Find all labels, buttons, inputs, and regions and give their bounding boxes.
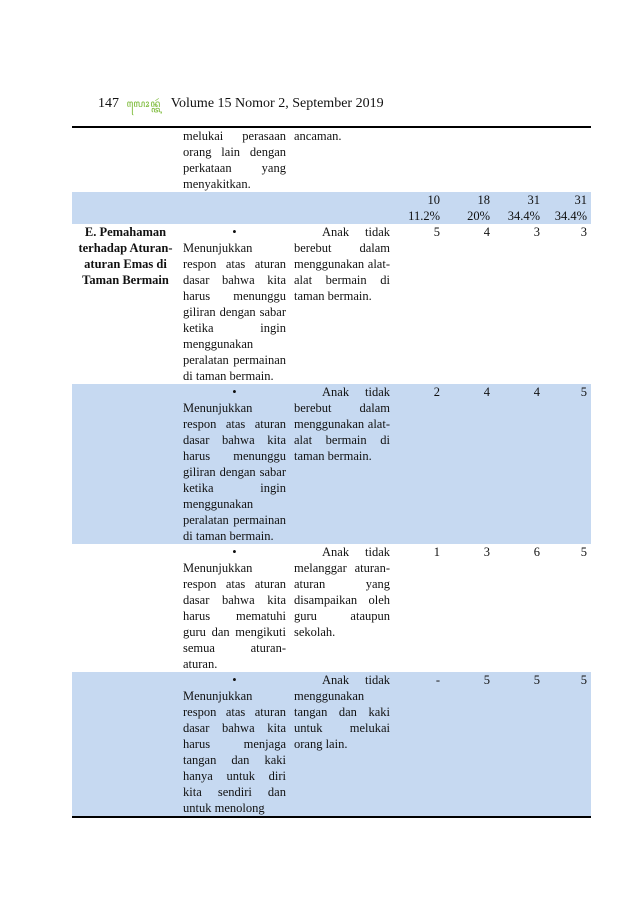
score-cell: 6 <box>533 545 540 559</box>
table-row <box>72 544 591 672</box>
description-cell: Anak tidak melanggar aturan-aturan yang disampaikan oleh guru ataupun sekolah. <box>294 545 390 639</box>
score-cell: 5 <box>433 225 440 239</box>
description-cell: Anak tidak berebut dalam menggunakan alat-alat bermain di taman bermain. <box>290 384 394 544</box>
score-cell: 5 <box>494 672 544 817</box>
indicator-cell: melukai perasaan orang lain dengan perkataan yang menyakitkan. <box>183 129 286 191</box>
table-row <box>72 224 591 384</box>
summary-cell-4: 31 34.4% <box>544 192 591 224</box>
score-cell: 4 <box>444 384 494 544</box>
score-cell: - <box>394 672 444 817</box>
description-cell: Anak tidak menggunakan tangan dan kaki untuk melukai orang lain. <box>290 672 394 817</box>
journal-logo: ꦭꦺꦴꦤ꧀ꦠꦂ <box>126 99 162 110</box>
indicator-cell: • Menunjukkan respon atas aturan dasar bahwa kita harus menunggu giliran dengan sabar ketika ingin menggunakan peralatan permainan di taman bermain. <box>183 225 286 383</box>
score-cell: 3 <box>533 225 540 239</box>
summary-cell-1: 10 11.2% <box>394 192 444 224</box>
score-cell: 5 <box>580 545 587 559</box>
score-cell: 5 <box>544 384 591 544</box>
score-cell: 5 <box>444 672 494 817</box>
table-row <box>72 672 591 817</box>
journal-volume: Volume 15 Nomor 2, September 2019 <box>170 96 384 111</box>
score-cell: 1 <box>433 545 440 559</box>
score-cell: 4 <box>483 225 490 239</box>
indicator-cell: • Menunjukkan respon atas aturan dasar bahwa kita harus menjaga tangan dan kaki hanya untuk diri kita sendiri dan untuk menolong <box>179 672 290 817</box>
score-cell: 4 <box>494 384 544 544</box>
indicator-cell: • Menunjukkan respon atas aturan dasar bahwa kita harus mematuhi guru dan mengikuti semua aturan-aturan. <box>183 545 286 671</box>
score-cell: 5 <box>544 672 591 817</box>
table-row <box>72 384 591 544</box>
page-number: 147 <box>98 96 119 111</box>
page-header <box>98 96 384 117</box>
description-cell: ancaman. <box>294 129 342 143</box>
score-cell: 3 <box>483 545 490 559</box>
score-cell: 2 <box>394 384 444 544</box>
summary-row <box>72 192 591 224</box>
indicator-cell: • Menunjukkan respon atas aturan dasar bahwa kita harus menunggu giliran dengan sabar ketika ingin menggunakan peralatan permainan di taman bermain. <box>179 384 290 544</box>
summary-cell-3: 31 34.4% <box>494 192 544 224</box>
summary-cell-2: 18 20% <box>444 192 494 224</box>
score-cell: 3 <box>580 225 587 239</box>
table-row-continued <box>72 127 591 192</box>
description-cell: Anak tidak berebut dalam menggunakan alat-alat bermain di taman bermain. <box>294 225 390 303</box>
section-label: E. Pemahaman terhadap Aturan-aturan Emas di Taman Bermain <box>78 225 173 287</box>
questionnaire-table <box>72 126 591 818</box>
